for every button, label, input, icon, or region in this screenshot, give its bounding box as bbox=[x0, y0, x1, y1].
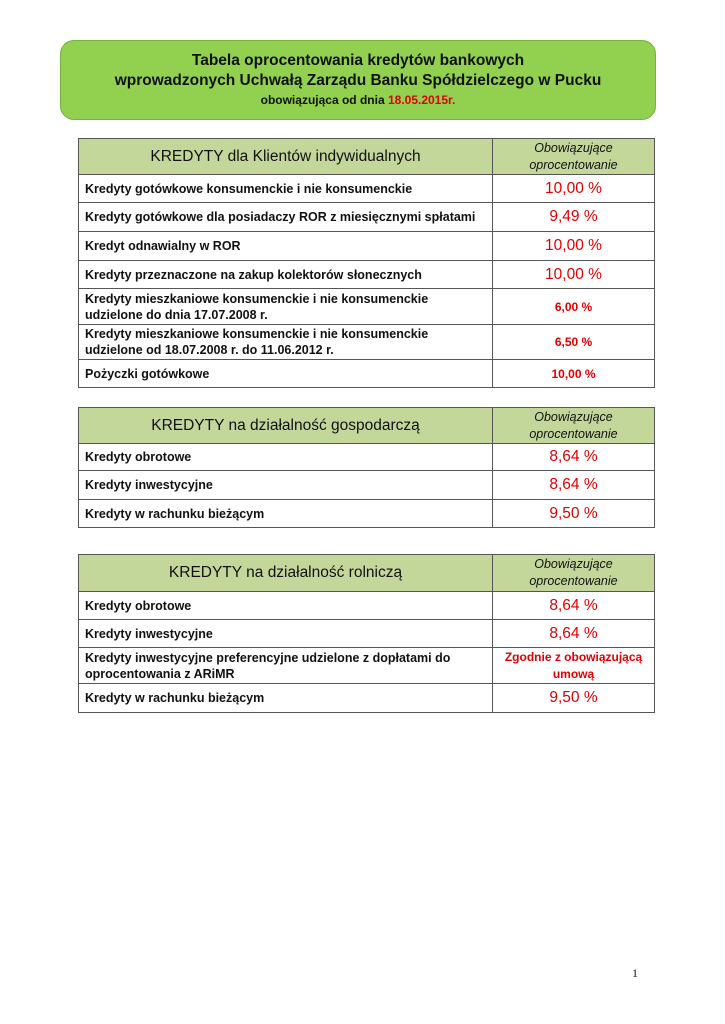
rate-header-line-1: Obowiązujące bbox=[534, 140, 613, 155]
table-row bbox=[79, 471, 655, 500]
interest-rate: 8,64 % bbox=[493, 444, 655, 471]
interest-rate: 10,00 % bbox=[493, 232, 655, 261]
credit-name: Kredyty inwestycyjne preferencyjne udzielone z dopłatami do oprocentowania z ARiMR bbox=[79, 648, 493, 684]
title-line-2: wprowadzonych Uchwałą Zarządu Banku Spółdzielczego w Pucku bbox=[114, 72, 602, 89]
credit-name: Kredyty obrotowe bbox=[79, 444, 493, 471]
table-title: KREDYTY dla Klientów indywidualnych bbox=[79, 139, 493, 175]
rate-column-header bbox=[493, 408, 655, 444]
credit-name: Kredyty mieszkaniowe konsumenckie i nie konsumenckie udzielone od 18.07.2008 r. do 11.06.2012 r. bbox=[79, 325, 493, 360]
credit-name: Kredyty gotówkowe konsumenckie i nie konsumenckie bbox=[79, 175, 493, 203]
interest-rate: Zgodnie z obowiązującą umową bbox=[493, 648, 655, 684]
interest-rate: 8,64 % bbox=[493, 592, 655, 620]
table-row bbox=[79, 203, 655, 232]
table-row bbox=[79, 620, 655, 648]
table-title: KREDYTY na działalność gospodarczą bbox=[79, 408, 493, 444]
page-number: 1 bbox=[632, 966, 638, 980]
interest-rate: 8,64 % bbox=[493, 620, 655, 648]
rate-header-line-1: Obowiązujące bbox=[534, 409, 613, 424]
rate-column-header bbox=[493, 555, 655, 592]
effective-date: 18.05.2015r. bbox=[387, 93, 456, 107]
table-row bbox=[79, 648, 655, 684]
table-individual-credits bbox=[78, 138, 655, 388]
credit-name: Kredyty gotówkowe dla posiadaczy ROR z miesięcznymi spłatami bbox=[79, 203, 493, 232]
rate-header-line-2: oprocentowanie bbox=[529, 157, 618, 172]
table-row bbox=[79, 261, 655, 289]
rate-header-line-2: oprocentowanie bbox=[529, 574, 618, 588]
interest-rate: 9,50 % bbox=[493, 500, 655, 528]
table-agricultural-credits bbox=[78, 554, 655, 713]
title-banner bbox=[60, 40, 656, 120]
rate-header-line-2: oprocentowanie bbox=[529, 426, 618, 441]
effective-date-line bbox=[61, 91, 655, 109]
credit-name: Kredyty w rachunku bieżącym bbox=[79, 684, 493, 713]
table-row bbox=[79, 500, 655, 528]
table-row bbox=[79, 684, 655, 713]
credit-name: Kredyty inwestycyjne bbox=[79, 620, 493, 648]
table-row bbox=[79, 592, 655, 620]
interest-rate: 10,00 % bbox=[493, 175, 655, 203]
interest-rate: 9,49 % bbox=[493, 203, 655, 232]
table-row bbox=[79, 175, 655, 203]
rate-header-line-1: Obowiązujące bbox=[534, 557, 613, 571]
table-business-credits bbox=[78, 407, 655, 528]
table-row bbox=[79, 360, 655, 388]
credit-name: Kredyty w rachunku bieżącym bbox=[79, 500, 493, 528]
interest-rate: 9,50 % bbox=[493, 684, 655, 713]
credit-name: Kredyty mieszkaniowe konsumenckie i nie konsumenckie udzielone do dnia 17.07.2008 r. bbox=[79, 289, 493, 325]
interest-rate: 6,50 % bbox=[493, 325, 655, 360]
credit-name: Kredyty przeznaczone na zakup kolektorów słonecznych bbox=[79, 261, 493, 289]
title-line-1: Tabela oprocentowania kredytów bankowych bbox=[191, 52, 525, 69]
credit-name: Kredyty inwestycyjne bbox=[79, 471, 493, 500]
interest-rate: 10,00 % bbox=[493, 261, 655, 289]
table-row bbox=[79, 444, 655, 471]
interest-rate: 10,00 % bbox=[493, 360, 655, 388]
table-title: KREDYTY na działalność rolniczą bbox=[79, 555, 493, 592]
credit-name: Kredyt odnawialny w ROR bbox=[79, 232, 493, 261]
interest-rate: 8,64 % bbox=[493, 471, 655, 500]
credit-name: Pożyczki gotówkowe bbox=[79, 360, 493, 388]
rate-column-header bbox=[493, 139, 655, 175]
interest-rate: 6,00 % bbox=[493, 289, 655, 325]
table-row bbox=[79, 325, 655, 360]
credit-name: Kredyty obrotowe bbox=[79, 592, 493, 620]
table-row bbox=[79, 232, 655, 261]
effective-date-prefix: obowiązująca od dnia bbox=[260, 93, 388, 107]
table-row bbox=[79, 289, 655, 325]
